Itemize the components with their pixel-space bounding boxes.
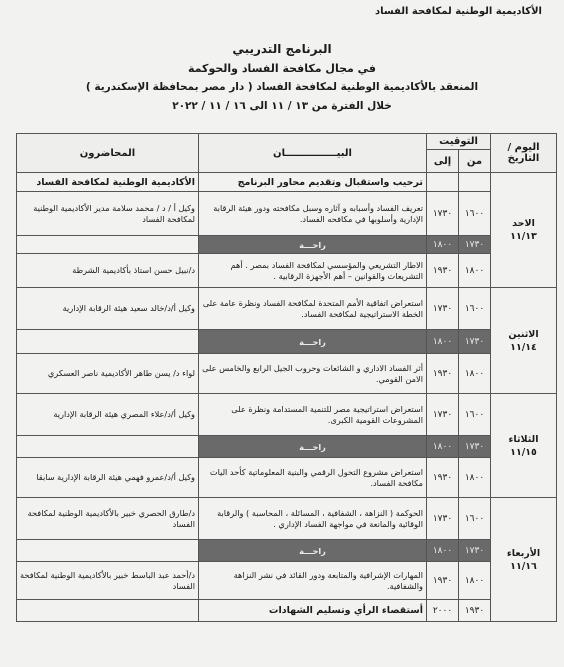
time-to: ١٨٠٠ <box>427 330 459 354</box>
time-to: ١٩٣٠ <box>427 562 459 600</box>
time-from: ١٧٣٠ <box>459 540 491 562</box>
break-row <box>17 330 557 354</box>
session-description: أستقصاء الرأي وتسليم الشهادات <box>199 600 427 622</box>
session-description: الحوكمة ( النزاهة ، الشفافية ، المسائلة ، المحاسبة ) والرقابة الوقائية والمانعة في مواجهة الفساد الإداري . <box>199 498 427 540</box>
day-date: ١١/١٦ <box>510 560 537 572</box>
session-lecturer: وكيل أ/د/علاء المصري هيئة الرقابة الإدارية <box>17 394 199 436</box>
session-description: استعراض مشروع التحول الرقمي والبنية المعلوماتية كأحد اليات مكافحة الفساد. <box>199 458 427 498</box>
table-row <box>17 394 557 436</box>
session-description: ترحيب واستقبال وتقديم محاور البرنامج <box>199 173 427 192</box>
break-label: راحـــة <box>199 540 427 562</box>
time-to: ١٨٠٠ <box>427 540 459 562</box>
header-to: إلى <box>427 150 459 173</box>
session-lecturer: وكيل أ / د / محمد سلامة مدير الأكاديمية الوطنية لمكافحة الفساد <box>17 192 199 236</box>
session-lecturer: لواء د/ يسن طاهر الأكاديمية ناصر العسكري <box>17 354 199 394</box>
time-to: ١٧٣٠ <box>427 394 459 436</box>
time-from: ١٧٣٠ <box>459 436 491 458</box>
break-label: راحـــة <box>199 330 427 354</box>
session-lecturer: وكيل أ/د/عمرو فهمي هيئة الرقابة الإدارية سابقا <box>17 458 199 498</box>
schedule-table <box>16 133 557 622</box>
program-title: البرنامج التدريبي <box>232 42 332 56</box>
break-label: راحـــة <box>199 236 427 254</box>
session-description: استعراض اتفاقية الأمم المتحدة لمكافحة الفساد ونظرة عامة على الخطة الاستراتيجية لمكافحة الفساد. <box>199 288 427 330</box>
day-name: الاثنين <box>508 328 539 340</box>
session-lecturer <box>17 330 199 354</box>
header-timing: التوقيت <box>427 134 491 150</box>
break-row <box>17 436 557 458</box>
day-name: الأربعاء <box>506 547 541 559</box>
session-description: الاطار التشريعي والمؤسسي لمكافحة الفساد بمصر . أهم التشريعات والقوانين – أهم الأجهزة الرقابية . <box>199 254 427 288</box>
day-cell-monday <box>491 288 557 394</box>
break-row <box>17 540 557 562</box>
table-header-row <box>17 134 557 150</box>
program-venue: المنعقد بالأكاديمية الوطنية لمكافحة الفساد ( دار مصر بمحافظة الإسكندرية ) <box>85 81 479 93</box>
session-description: المهارات الإشرافية والمتابعة ودور القائد في نشر النزاهة والشفافية. <box>199 562 427 600</box>
time-to: ١٩٣٠ <box>427 458 459 498</box>
program-period: خلال الفترة من ١٣ / ١١ الى ١٦ / ١١ / ٢٠٢٢ <box>172 100 392 112</box>
time-from: ١٦٠٠ <box>459 288 491 330</box>
header-lecturers: المحاضرون <box>17 134 199 173</box>
table-row <box>17 354 557 394</box>
time-to <box>427 173 459 192</box>
session-lecturer: د/طارق الحصري خبير بالأكاديمية الوطنية لمكافحة الفساد <box>17 498 199 540</box>
time-from <box>459 173 491 192</box>
day-name: الثلاثاء <box>508 433 539 445</box>
table-row <box>17 254 557 288</box>
session-lecturer: د/أحمد عبد الباسط خبير بالأكاديمية الوطنية لمكافحة الفساد <box>17 562 199 600</box>
time-to: ١٧٣٠ <box>427 498 459 540</box>
time-from: ١٨٠٠ <box>459 254 491 288</box>
time-to: ١٨٠٠ <box>427 236 459 254</box>
day-date: ١١/١٣ <box>510 231 537 242</box>
header-day-date: اليوم / التاريخ <box>491 134 557 173</box>
time-from: ١٧٣٠ <box>459 236 491 254</box>
table-row <box>17 192 557 236</box>
time-from: ١٨٠٠ <box>459 354 491 394</box>
day-cell-sunday <box>491 173 557 288</box>
day-cell-wednesday <box>491 498 557 622</box>
time-from: ١٨٠٠ <box>459 458 491 498</box>
day-name: الاحد <box>512 218 535 229</box>
session-description: أثر الفساد الاداري و الشائعات وحروب الجيل الرابع والخامس على الامن القومي. <box>199 354 427 394</box>
header-description: البيـــــــــــــــان <box>199 134 427 173</box>
header-from: من <box>459 150 491 173</box>
time-to: ١٧٣٠ <box>427 192 459 236</box>
time-to: ١٧٣٠ <box>427 288 459 330</box>
break-label: راحـــة <box>199 436 427 458</box>
session-description: استعراض استراتيجية مصر للتنمية المستدامة ونظرة على المشروعات القومية الكبرى. <box>199 394 427 436</box>
table-row <box>17 458 557 498</box>
session-lecturer <box>17 236 199 254</box>
table-row <box>17 173 557 192</box>
time-from: ١٧٣٠ <box>459 330 491 354</box>
time-to: ١٩٣٠ <box>427 354 459 394</box>
session-lecturer: وكيل أ/د/خالد سعيد هيئة الرقابة الإدارية <box>17 288 199 330</box>
session-lecturer <box>17 600 199 622</box>
header-organization: الأكاديمية الوطنية لمكافحة الفساد <box>374 6 542 17</box>
session-lecturer: الأكاديمية الوطنية لمكافحة الفساد <box>17 173 199 192</box>
program-titles <box>0 40 564 116</box>
time-from: ١٦٠٠ <box>459 192 491 236</box>
time-to: ١٩٣٠ <box>427 254 459 288</box>
table-row <box>17 498 557 540</box>
time-from: ١٦٠٠ <box>459 394 491 436</box>
table-row <box>17 600 557 622</box>
session-lecturer <box>17 436 199 458</box>
session-lecturer <box>17 540 199 562</box>
day-date: ١١/١٤ <box>510 341 537 353</box>
time-to: ٢٠٠٠ <box>427 600 459 622</box>
day-date: ١١/١٥ <box>510 446 537 458</box>
time-to: ١٨٠٠ <box>427 436 459 458</box>
program-subtitle: في مجال مكافحة الفساد والحوكمة <box>188 62 376 75</box>
table-row <box>17 288 557 330</box>
session-description: تعريف الفساد وأسبابه و آثاره وسبل مكافحته ودور هيئة الرقابة الإدارية وأسلوبها في مكافحه الفساد. <box>199 192 427 236</box>
session-lecturer: د/نبيل حسن استاذ بأكاديمية الشرطة <box>17 254 199 288</box>
time-from: ١٦٠٠ <box>459 498 491 540</box>
day-cell-tuesday <box>491 394 557 498</box>
time-from: ١٨٠٠ <box>459 562 491 600</box>
break-row <box>17 236 557 254</box>
table-row <box>17 562 557 600</box>
time-from: ١٩٣٠ <box>459 600 491 622</box>
